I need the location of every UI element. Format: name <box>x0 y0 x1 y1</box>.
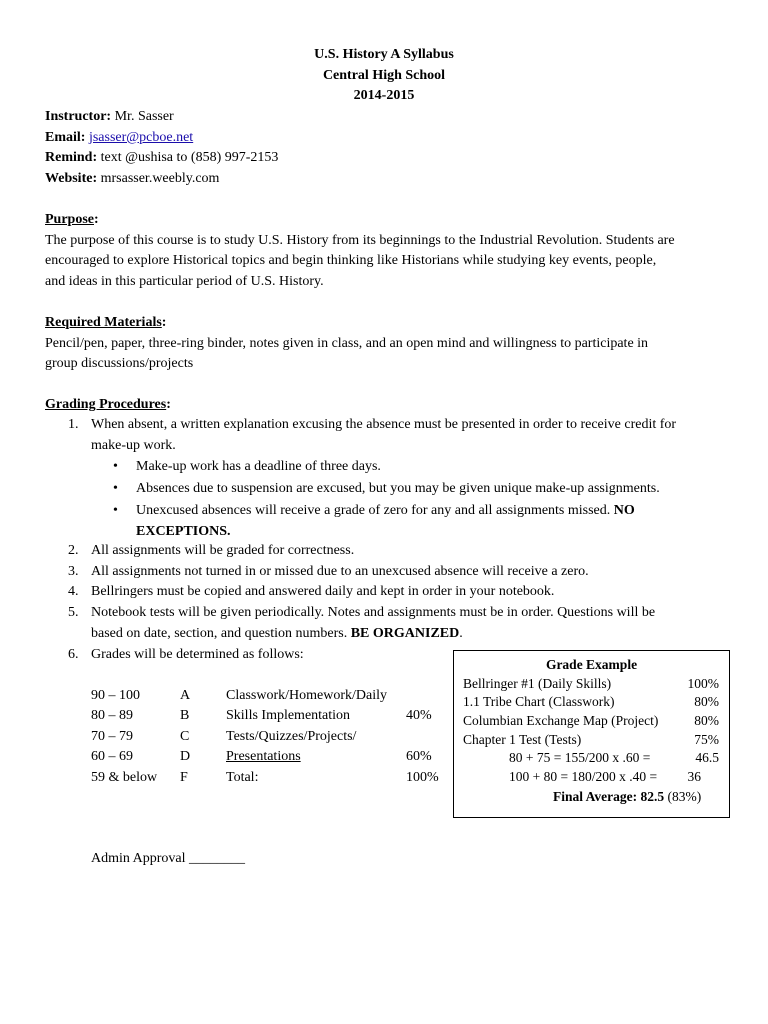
weight-percent: 60% <box>406 749 432 764</box>
instructor-line: Instructor: Mr. Sasser <box>45 109 174 124</box>
list-number: 1. <box>68 417 79 432</box>
document-title: U.S. History A Syllabus <box>314 47 454 62</box>
scale-letter: B <box>180 708 190 723</box>
bullet-icon: • <box>113 481 118 496</box>
grading-item-1: When absent, a written explanation excusing the absence must be presented in order to receive credit for make-up work. <box>91 417 677 453</box>
grading-item-3: All assignments not turned in or missed due to an unexcused absence will receive a zero. <box>91 564 589 579</box>
list-number: 4. <box>68 584 79 599</box>
admin-approval: Admin Approval ________ <box>91 851 245 866</box>
materials-line: group discussions/projects <box>45 356 194 372</box>
grading-item-2: All assignments will be graded for correctness. <box>91 543 355 558</box>
grading-item-6: Grades will be determined as follows: <box>91 647 304 662</box>
purpose-line: and ideas in this particular period of U.S. History. <box>45 273 324 289</box>
scale-letter: F <box>180 770 188 785</box>
bullet-icon: • <box>113 459 118 474</box>
scale-range: 70 – 79 <box>91 729 133 744</box>
list-number: 5. <box>68 605 79 620</box>
scale-letter: C <box>180 729 190 744</box>
email-link[interactable]: jsasser@pcboe.net <box>88 129 194 145</box>
purpose-section <box>45 210 735 292</box>
grade-example-title: Grade Example <box>545 657 638 672</box>
bullet-icon: • <box>113 503 118 518</box>
grade-example-box: Grade Example Bellringer #1 (Daily Skills) 100% 1.1 Tribe Chart (Classwork) 80% Columbian Exchange Map (Project) 80% Chapter 1 Test (Tests) 75% 80 + 75 = 155/200 x .60 = 46.5 100 + 80 = 180/200 x .40 = 36 Final Average: 82.5 (83%) <box>453 650 730 818</box>
materials-heading: Required Materials: <box>45 315 167 330</box>
scale-letter: D <box>180 749 191 764</box>
remind-line: Remind: text @ushisa to (858) 997-2153 <box>45 150 279 166</box>
materials-section <box>45 313 735 375</box>
scale-range: 80 – 89 <box>91 708 133 723</box>
website-text: mrsasser.weebly.com <box>100 170 220 186</box>
weight-percent: 40% <box>406 708 432 723</box>
weight-label: Classwork/Homework/Daily <box>226 688 387 703</box>
scale-range: 90 – 100 <box>91 688 140 703</box>
email-line: Email: jsasser@pcboe.net <box>45 129 194 145</box>
contact-info <box>45 107 278 189</box>
purpose-heading: Purpose: <box>45 212 99 227</box>
weight-percent: 100% <box>406 770 439 785</box>
materials-line: Pencil/pen, paper, three-ring binder, notes given in class, and an open mind and willingness to participate in <box>45 335 649 351</box>
purpose-line: encouraged to explore Historical topics and begin thinking like Historians while studying key events, people, <box>45 253 657 269</box>
document-header <box>0 45 768 107</box>
weight-label: Presentations <box>226 749 301 764</box>
list-number: 2. <box>68 543 79 558</box>
grading-item-4: Bellringers must be copied and answered daily and kept in order in your notebook. <box>91 584 555 599</box>
bullet-item: Make-up work has a deadline of three days. <box>136 459 381 474</box>
grading-heading: Grading Procedures: <box>45 397 171 412</box>
school-year: 2014-2015 <box>353 88 415 103</box>
scale-range: 59 & below <box>91 770 158 785</box>
weight-label: Total: <box>226 770 259 785</box>
scale-range: 60 – 69 <box>91 749 133 764</box>
bullet-item: Unexcused absences will receive a grade of zero for any and all assignments missed. NO EXCEPTIONS. <box>136 503 635 539</box>
weight-label: Tests/Quizzes/Projects/ <box>226 729 357 744</box>
list-number: 3. <box>68 564 79 579</box>
weight-label: Skills Implementation <box>226 708 351 723</box>
scale-letter: A <box>180 688 191 703</box>
website-line: Website: mrsasser.weebly.com <box>45 170 220 186</box>
grading-item-5: Notebook tests will be given periodically. Notes and assignments must be in order. Questions will be based on date, section, and question numbers. BE ORGANIZED. <box>91 605 656 641</box>
purpose-line: The purpose of this course is to study U.S. History from its beginnings to the Industrial Revolution. Students are <box>45 232 675 248</box>
bullet-item: Absences due to suspension are excused, but you may be given unique make-up assignments. <box>136 481 660 496</box>
school-name: Central High School <box>322 67 446 83</box>
instructor-name: Mr. Sasser <box>114 109 174 124</box>
remind-text: text @ushisa to (858) 997-2153 <box>100 150 279 166</box>
list-number: 6. <box>68 647 79 662</box>
